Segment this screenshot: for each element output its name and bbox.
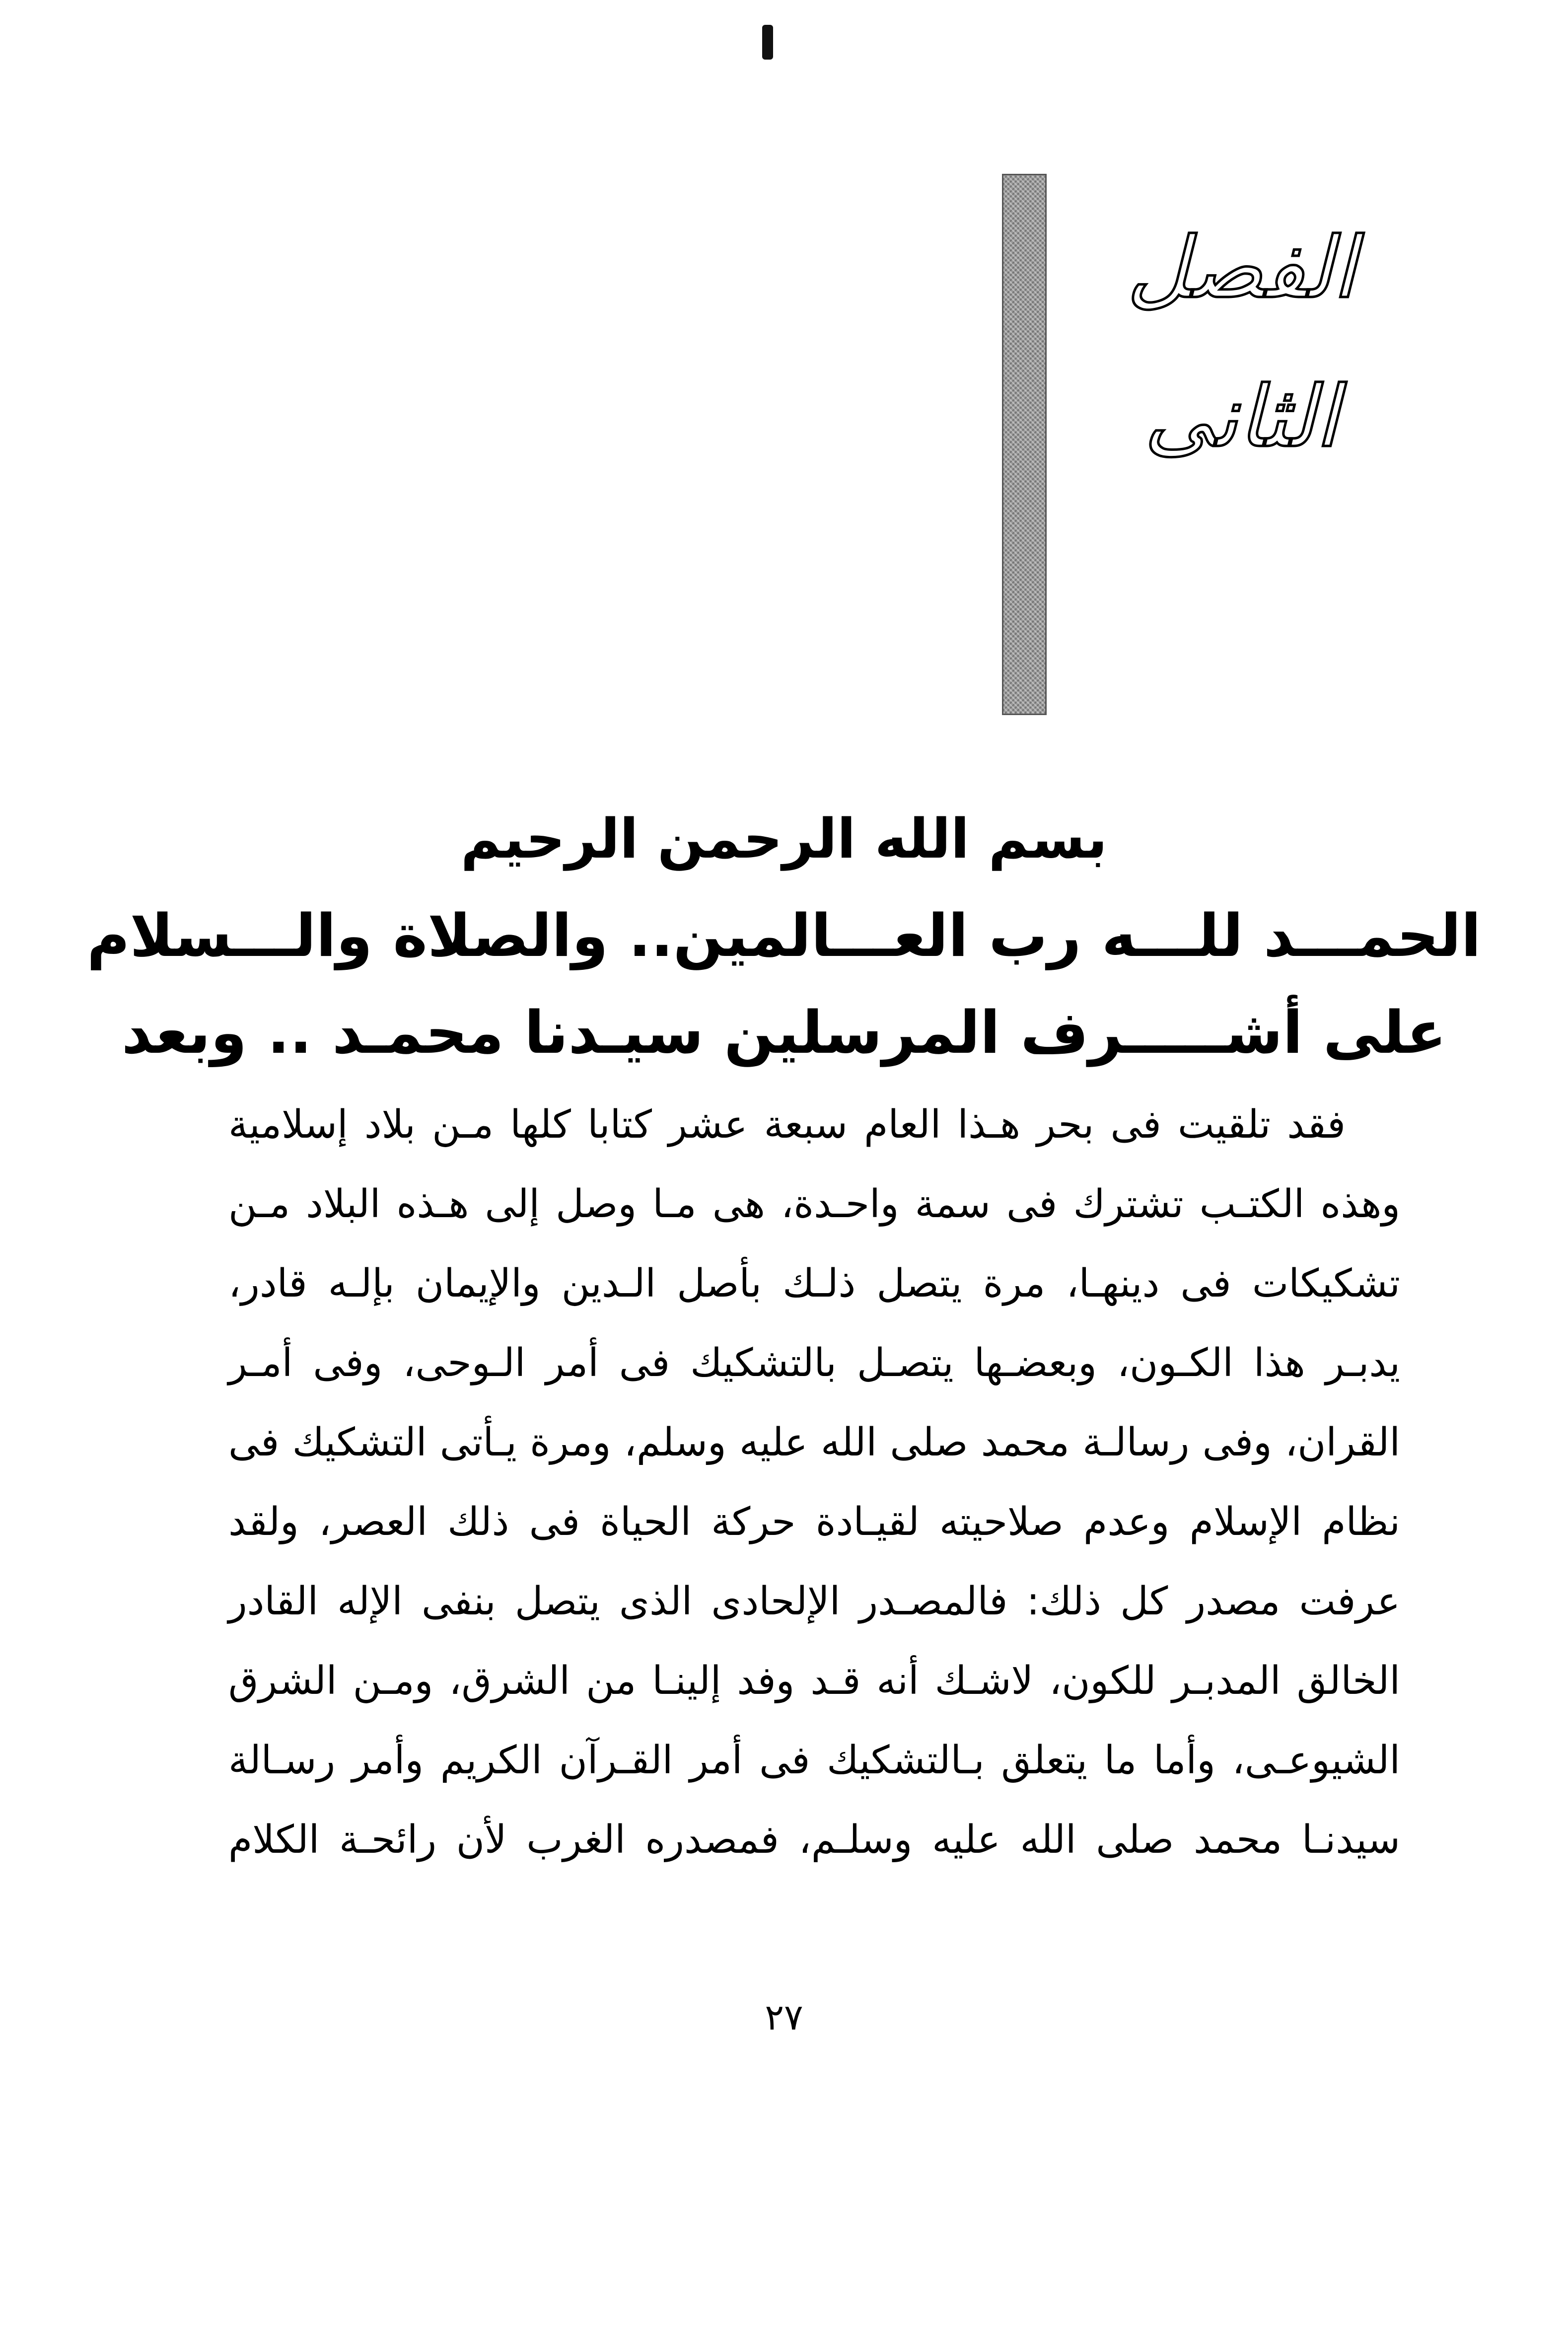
page-top-mark <box>762 25 773 60</box>
chapter-heading <box>1068 194 1415 492</box>
page-number: ٢٧ <box>765 1996 803 2038</box>
body-line: عرفت مصدر كل ذلك: فالمصـدر الإلحادى الذى يتصل بنفى الإله القادر <box>228 1579 1400 1624</box>
chapter-decorative-bar <box>1002 174 1047 715</box>
body-line: يدبـر هذا الكـون، وبعضـها يتصـل بالتشكيك فى أمر الـوحى، وفى أمـر <box>228 1341 1400 1385</box>
body-line: تشكيكات فى دينهـا، مرة يتصل ذلـك بأصل الـدين والإيمان بإلـه قادر، <box>228 1261 1400 1306</box>
chapter-heading-word-1: الفصل <box>1127 219 1356 317</box>
salutation: على أشـــــرف المرسلين سيـدنا محمـد .. وبعد <box>121 998 1447 1067</box>
body-line: القران، وفى رسالـة محمد صلى الله عليه وسلم، ومرة يـأتى التشكيك فى <box>228 1420 1400 1465</box>
body-line: الخالق المدبـر للكون، لاشـك أنه قـد وفد إلينـا من الشرق، ومـن الشرق <box>228 1659 1400 1703</box>
body-line: وهذه الكتـب تشترك فى سمة واحـدة، هى مـا وصل إلى هـذه البلاد مـن <box>228 1182 1400 1227</box>
body-line: فقد تلقيت فى بحر هـذا العام سبعة عشر كتابا كلها مـن بلاد إسلامية <box>228 1102 1346 1147</box>
body-line: نظام الإسلام وعدم صلاحيته لقيـادة حركة الحياة فى ذلك العصر، ولقد <box>228 1500 1400 1544</box>
body-line: سيدنـا محمد صلى الله عليه وسلـم، فمصدره الغرب لأن رائحـة الكلام <box>228 1818 1400 1862</box>
body-line: الشيوعـى، وأما ما يتعلق بـالتشكيك فى أمر القـرآن الكريم وأمر رسـالة <box>228 1738 1400 1783</box>
chapter-heading-word-2: الثانى <box>1144 368 1339 466</box>
basmala: بسم الله الرحمن الرحيم <box>460 807 1108 871</box>
body-paragraph <box>228 1085 1400 1880</box>
hamdala: الحمـــد للـــه رب العـــالمين.. والصلاة والـــسلام <box>87 901 1481 970</box>
